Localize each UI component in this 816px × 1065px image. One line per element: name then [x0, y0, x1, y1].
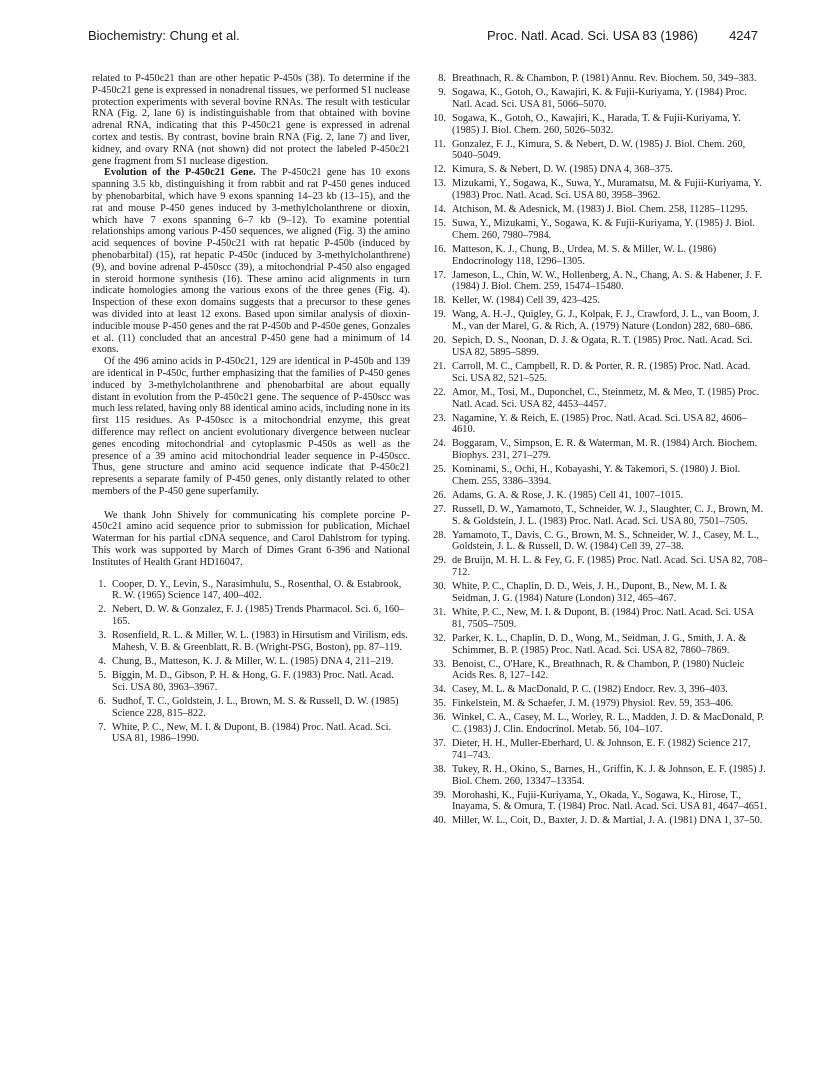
- reference-text: Russell, D. W., Yamamoto, T., Schneider, W. J., Slaughter, C. J., Brown, M. S. & Goldstein, J. L. (1983) Proc. Natl. Acad. Sci. USA 80, 7501–7505.: [452, 503, 764, 527]
- reference-entry: [92, 670, 410, 694]
- reference-entry: [432, 815, 768, 827]
- reference-entry: [432, 139, 768, 163]
- reference-text: White, P. C., New, M. I. & Dupont, B. (1984) Proc. Natl. Acad. Sci. USA 81, 7505–7509.: [452, 606, 754, 630]
- reference-text: Kominami, S., Ochi, H., Kobayashi, Y. & Takemori, S. (1980) J. Biol. Chem. 255, 3386–3394.: [452, 464, 741, 487]
- reference-entry: [432, 309, 768, 333]
- reference-text: White, P. C., New, M. I. & Dupont, B. (1984) Proc. Natl. Acad. Sci. USA 81, 1986–1990.: [112, 721, 392, 745]
- reference-number: 11.: [433, 138, 446, 150]
- reference-text: Biggin, M. D., Gibson, P. H. & Hong, G. F. (1983) Proc. Natl. Acad. Sci. USA 80, 3963–3967.: [112, 670, 394, 693]
- body-paragraph-2: [92, 167, 410, 356]
- reference-text: Yamamoto, T., Davis, C. G., Brown, M. S., Schneider, W. J., Casey, M. L., Goldstein, J. L. & Russell, D. W. (1984) Cell 39, 27–38.: [452, 529, 759, 553]
- reference-text: Breathnach, R. & Chambon, P. (1981) Annu. Rev. Biochem. 50, 349–383.: [452, 73, 757, 84]
- reference-entry: [432, 490, 768, 502]
- reference-number: 2.: [98, 604, 106, 616]
- header-journal-citation: Proc. Natl. Acad. Sci. USA 83 (1986): [487, 28, 698, 43]
- body-paragraph-3: Of the 496 amino acids in P-450c21, 129 are identical in P-450b and 139 are identical in P-450c, further emphasizing that the families of P-450 genes induced by 3-methylcholanthrene and phenobarbital are about equally distant in evolution from the P-450c21 gene. The sequence of P-450scc was much less related, having only 88 identical amino acids, including none in its first 115 residues. As P-450scc is a mitochondrial enzyme, this great difference may reflect on ancient evolutionary divergence between nuclear genes encoding mitochondrial and cytoplasmic P-450s as well as the presence of a 39 amino acid mitochondrial leader sequence in P-450scc. Thus, gene structure and amino acid sequence indicate that P-450c21 represents a separate family of P-450 genes, only distantly related to other members of the P-450 gene superfamily.: [92, 356, 410, 497]
- reference-text: Jameson, L., Chin, W. W., Hollenberg, A. N., Chang, A. S. & Habener, J. F. (1984) J. Biol. Chem. 259, 15474–15480.: [452, 269, 763, 293]
- reference-number: 22.: [433, 386, 446, 398]
- running-header: [88, 28, 758, 48]
- reference-number: 38.: [433, 763, 446, 775]
- reference-number: 19.: [433, 309, 446, 321]
- reference-text: Nebert, D. W. & Gonzalez, F. J. (1985) Trends Pharmacol. Sci. 6, 160–165.: [112, 604, 405, 628]
- reference-number: 31.: [433, 606, 446, 618]
- reference-entry: [432, 387, 768, 411]
- reference-number: 29.: [433, 555, 446, 567]
- reference-number: 5.: [98, 670, 106, 681]
- reference-number: 36.: [433, 712, 446, 724]
- reference-text: Sogawa, K., Gotoh, O., Kawajiri, K., Harada, T. & Fujii-Kuriyama, Y. (1985) J. Biol. Chem. 260, 5026–5032.: [452, 112, 741, 136]
- header-journal-section: Biochemistry: Chung et al.: [88, 28, 240, 43]
- page-number: 4247: [729, 28, 758, 43]
- reference-number: 35.: [433, 698, 446, 710]
- reference-number: 3.: [98, 630, 106, 642]
- reference-entry: [432, 204, 768, 216]
- reference-entry: [92, 722, 410, 746]
- reference-text: Mizukami, Y., Sogawa, K., Suwa, Y., Muramatsu, M. & Fujii-Kuriyama, Y. (1983) Proc. Natl. Acad. Sci. USA 80, 3958–3962.: [452, 178, 762, 202]
- reference-number: 14.: [433, 204, 446, 216]
- reference-entry: [432, 581, 768, 605]
- reference-entry: [432, 698, 768, 710]
- reference-entry: [92, 656, 410, 668]
- reference-text: Wang, A. H.-J., Quigley, G. J., Kolpak, F. J., Crawford, J. L., van Boom, J. M., van der Marel, G. & Rich, A. (1979) Nature (London) 282, 680–686.: [452, 309, 760, 333]
- reference-text: Suwa, Y., Mizukami, Y., Sogawa, K. & Fujii-Kuriyama, Y. (1985) J. Biol. Chem. 260, 7980–7984.: [452, 218, 755, 241]
- reference-number: 9.: [438, 86, 446, 98]
- reference-text: Keller, W. (1984) Cell 39, 423–425.: [452, 295, 601, 307]
- reference-entry: [432, 438, 768, 462]
- reference-text: Carroll, M. C., Campbell, R. D. & Porter, R. R. (1985) Proc. Natl. Acad. Sci. USA 82, 521–525.: [452, 360, 751, 384]
- acknowledgment: We thank John Shively for communicating his complete porcine P-450c21 amino acid sequence prior to submission for publication, Michael Waterman for his partial cDNA sequence, and Carol Dahlstrom for typing. This work was supported by March of Dimes Grant 6-396 and National Institutes of Health Grant HD16047.: [92, 509, 410, 568]
- reference-number: 17.: [433, 269, 446, 281]
- reference-number: 4.: [98, 656, 106, 668]
- reference-text: Parker, K. L., Chaplin, D. D., Wong, M., Seidman, J. G., Smith, J. A. & Schimmer, B. P. (1985) Proc. Natl. Acad. Sci. USA 82, 7860–7869.: [452, 632, 747, 656]
- reference-number: 20.: [433, 335, 446, 347]
- reference-number: 33.: [433, 658, 446, 670]
- reference-number: 1.: [98, 578, 106, 590]
- reference-text: Boggaram, V., Simpson, E. R. & Waterman, M. R. (1984) Arch. Biochem. Biophys. 231, 271–279.: [452, 438, 758, 462]
- reference-number: 24.: [433, 438, 446, 450]
- right-column: [432, 73, 768, 829]
- reference-entry: [432, 178, 768, 202]
- reference-entry: [432, 270, 768, 294]
- reference-text: Tukey, R. H., Okino, S., Barnes, H., Griffin, K. J. & Johnson, E. F. (1985) J. Biol. Chem. 260, 13347–13354.: [452, 763, 766, 787]
- reference-text: White, P. C., Chaplin, D. D., Weis, J. H., Dupont, B., New, M. I. & Seidman, J. G. (1984) Nature (London) 312, 465–467.: [452, 581, 728, 604]
- section-body: The P-450c21 gene has 10 exons spanning 3.5 kb, distinguishing it from rabbit and rat P-450 genes induced by phenobarbital, which have 9 exons spanning 14–23 kb (13–15), and the rat and mouse P-450 genes induced by 3-methylcholanthrene or dioxin, which have 7 exons spanning 6–7 kb (9–12). To examine potential relationships among various P-450 sequences, we aligned (Fig. 3) the amino acid sequences of bovine P-450c21 with rat hepatic P-450b (induced by phenobarbital) (15), rat hepatic P-450c (induced by 3-methylcholanthrene) (9), and bovine adrenal P-450scc (39), a mitochondrial P-450 also engaged in steroid hormone synthesis (16). These amino acid alignments in turn indicate homologies among the various exons of the three genes (Fig. 4). Inspection of these exon domains suggests that a precursor to these genes was divided into at least 12 exons. Based upon similar analysis of dioxin-inducible mouse P-450 genes and the rat P-450b and P-450e genes, Gonzales et al. (11) concluded that an ancestral P-450 gene had a minimum of 14 exons.: [92, 167, 411, 356]
- reference-text: Dieter, H. H., Muller-Eberhard, U. & Johnson, E. F. (1982) Science 217, 741–743.: [452, 738, 751, 761]
- reference-text: Matteson, K. J., Chung, B., Urdea, M. S. & Miller, W. L. (1986) Endocrinology 118, 1296–1305.: [452, 243, 717, 267]
- reference-number: 28.: [433, 529, 446, 541]
- reference-text: Sudhof, T. C., Goldstein, J. L., Brown, M. S. & Russell, D. W. (1985) Science 228, 815–822.: [112, 695, 399, 719]
- reference-number: 23.: [433, 412, 446, 424]
- reference-text: Chung, B., Matteson, K. J. & Miller, W. L. (1985) DNA 4, 211–219.: [112, 656, 394, 668]
- reference-entry: [432, 295, 768, 307]
- reference-entry: [432, 361, 768, 385]
- reference-number: 34.: [433, 684, 446, 696]
- reference-list-right: [432, 73, 768, 827]
- reference-entry: [432, 504, 768, 528]
- section-heading: Evolution of the P-450c21 Gene.: [104, 167, 256, 179]
- reference-text: Sogawa, K., Gotoh, O., Kawajiri, K. & Fujii-Kuriyama, Y. (1984) Proc. Natl. Acad. Sci. USA 81, 5066–5070.: [452, 86, 747, 110]
- reference-text: Miller, W. L., Coit, D., Baxter, J. D. & Martial, J. A. (1981) DNA 1, 37–50.: [452, 815, 763, 827]
- reference-number: 6.: [98, 695, 106, 707]
- reference-text: Gonzalez, F. J., Kimura, S. & Nebert, D. W. (1985) J. Biol. Chem. 260, 5040–5049.: [452, 138, 746, 162]
- reference-text: Cooper, D. Y., Levin, S., Narasimhulu, S., Rosenthal, O. & Estabrook, R. W. (1965) Science 147, 400–402.: [112, 578, 402, 602]
- reference-entry: [432, 218, 768, 242]
- reference-number: 10.: [433, 112, 446, 124]
- reference-number: 37.: [433, 738, 446, 750]
- reference-number: 8.: [438, 73, 446, 84]
- reference-entry: [432, 464, 768, 488]
- reference-text: Casey, M. L. & MacDonald, P. C. (1982) Endocr. Rev. 3, 396–403.: [452, 684, 728, 696]
- reference-number: 13.: [433, 178, 446, 190]
- reference-number: 12.: [433, 164, 446, 176]
- reference-entry: [432, 790, 768, 814]
- reference-entry: [432, 113, 768, 137]
- reference-number: 32.: [433, 632, 446, 644]
- reference-number: 40.: [433, 815, 446, 827]
- reference-entry: [432, 164, 768, 176]
- reference-number: 39.: [433, 789, 446, 801]
- reference-text: Sepich, D. S., Noonan, D. J. & Ogata, R. T. (1985) Proc. Natl. Acad. Sci. USA 82, 5895–5899.: [452, 335, 753, 358]
- reference-entry: [432, 87, 768, 111]
- reference-text: Winkel, C. A., Casey, M. L., Worley, R. L., Madden, J. D. & MacDonald, P. C. (1983) J. Clin. Endocrinol. Metab. 56, 104–107.: [452, 712, 765, 736]
- reference-entry: [432, 244, 768, 268]
- reference-entry: [432, 712, 768, 736]
- reference-entry: [432, 555, 768, 579]
- reference-number: 27.: [433, 503, 446, 515]
- reference-number: 7.: [98, 721, 106, 733]
- reference-entry: [432, 764, 768, 788]
- reference-number: 18.: [433, 295, 446, 307]
- reference-number: 16.: [433, 243, 446, 255]
- reference-entry: [92, 604, 410, 628]
- reference-entry: [432, 633, 768, 657]
- reference-number: 30.: [433, 581, 446, 593]
- reference-text: Amor, M., Tosi, M., Duponchel, C., Steinmetz, M. & Meo, T. (1985) Proc. Natl. Acad. Sci. USA 82, 4453–4457.: [452, 386, 760, 410]
- reference-text: Kimura, S. & Nebert, D. W. (1985) DNA 4, 368–375.: [452, 164, 673, 176]
- reference-text: Benoist, C., O'Hare, K., Breathnach, R. & Chambon, P. (1980) Nucleic Acids Res. 8, 127–142.: [452, 658, 745, 682]
- reference-text: de Bruijn, M. H. L. & Fey, G. F. (1985) Proc. Natl. Acad. Sci. USA 82, 708–712.: [452, 555, 768, 579]
- reference-text: Morohashi, K., Fujii-Kuriyama, Y., Okada, Y., Sogawa, K., Hirose, T., Inayama, S. & Omura, T. (1984) Proc. Natl. Acad. Sci. USA 81, 4647–4651.: [452, 789, 767, 813]
- reference-entry: [432, 607, 768, 631]
- reference-text: Finkelstein, M. & Schaefer, J. M. (1979) Physiol. Rev. 59, 353–406.: [452, 698, 734, 710]
- reference-text: Rosenfield, R. L. & Miller, W. L. (1983) in Hirsutism and Virilism, eds. Mahesh, V. B. & Greenblatt, R. B. (Wright-PSG, Boston), pp. 87–119.: [112, 630, 408, 654]
- reference-number: 25.: [433, 464, 446, 476]
- reference-entry: [432, 684, 768, 696]
- reference-entry: [432, 738, 768, 762]
- reference-entry: [92, 696, 410, 720]
- reference-text: Nagamine, Y. & Reich, E. (1985) Proc. Natl. Acad. Sci. USA 82, 4606–4610.: [452, 412, 747, 436]
- reference-number: 21.: [433, 360, 446, 372]
- reference-entry: [432, 73, 768, 85]
- reference-list-left: [92, 579, 410, 745]
- reference-number: 15.: [433, 218, 446, 230]
- reference-text: Atchison, M. & Adesnick, M. (1983) J. Biol. Chem. 258, 11285–11295.: [452, 204, 748, 216]
- reference-entry: [92, 630, 410, 654]
- reference-entry: [432, 530, 768, 554]
- body-paragraph-1: related to P-450c21 than are other hepatic P-450s (38). To determine if the P-450c21 gene is expressed in nonadrenal tissues, we performed S1 nuclease protection experiments with several bovine RNAs. The result with testicular RNA (Fig. 2, lane 6) is indistinguishable from that obtained with bovine adrenal RNA, indicating that this P-450c21 gene is expressed in adrenal cortex and testis. By contrast, bovine brain RNA (Fig. 2, lane 7) and liver, kidney, and ovary RNA (not shown) did not protect the labeled P-450c21 gene fragment from S1 nuclease digestion.: [92, 73, 410, 167]
- left-column: [92, 73, 410, 747]
- reference-entry: [92, 579, 410, 603]
- reference-number: 26.: [433, 489, 446, 501]
- reference-text: Adams, G. A. & Rose, J. K. (1985) Cell 41, 1007–1015.: [452, 489, 684, 501]
- reference-entry: [432, 413, 768, 437]
- reference-entry: [432, 659, 768, 683]
- reference-entry: [432, 335, 768, 359]
